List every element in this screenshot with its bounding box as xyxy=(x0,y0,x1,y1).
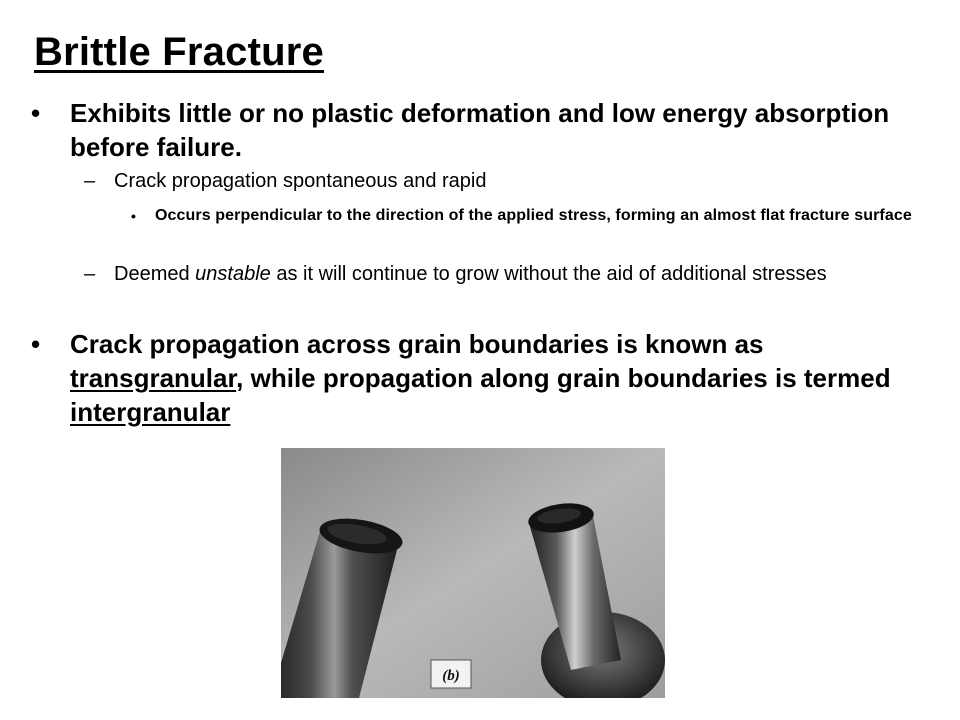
photo-label: (b) xyxy=(442,668,460,684)
sub-sub-bullet-perpendicular xyxy=(131,206,945,226)
bullet-text-part1: Crack propagation across grain boundaries is known as xyxy=(70,329,764,359)
sub-bullet-text: Crack propagation spontaneous and rapid xyxy=(114,170,487,192)
sub-sub-bullet-text: Occurs perpendicular to the direction of the applied stress, forming an almost flat fracture surface xyxy=(155,207,912,224)
slide-title: Brittle Fracture xyxy=(34,30,324,74)
term-transgranular: transgranular xyxy=(70,363,237,393)
dash-marker: – xyxy=(84,263,96,285)
bullet-grain-boundaries xyxy=(31,327,940,429)
sub-bullet-text-before: Deemed xyxy=(114,263,196,285)
fracture-photo-graphic xyxy=(281,448,665,698)
emphasis-unstable: unstable xyxy=(195,263,271,285)
sub-bullet-unstable xyxy=(84,262,934,286)
dash-marker: – xyxy=(84,170,96,192)
bullet-dot: • xyxy=(31,98,41,128)
bullet-dot: • xyxy=(131,208,137,224)
bullet-brittle-definition xyxy=(31,96,940,164)
fracture-photo xyxy=(281,448,665,698)
bullet-text-part2: , while propagation along grain boundaries is termed xyxy=(236,363,891,393)
sub-bullet-crack-propagation xyxy=(84,169,934,193)
sub-bullet-text-after: as it will continue to grow without the aid of additional stresses xyxy=(270,263,827,285)
bullet-dot: • xyxy=(31,329,41,359)
term-intergranular: intergranular xyxy=(70,397,231,427)
bullet-text: Exhibits little or no plastic deformation and low energy absorption before failure. xyxy=(70,98,890,162)
